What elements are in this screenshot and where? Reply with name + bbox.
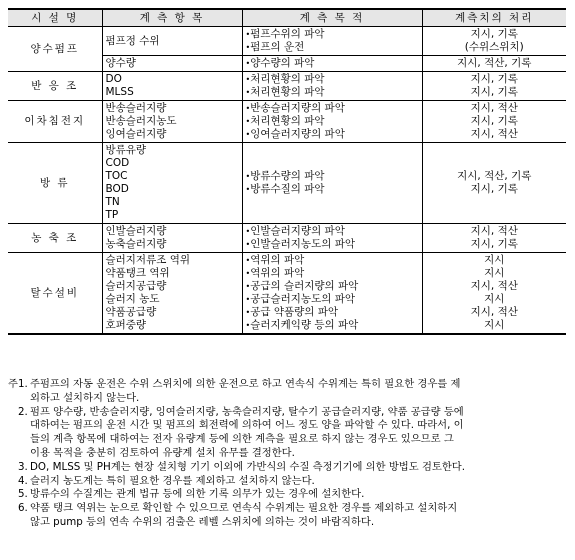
purpose-line: • 역위의 파악: [246, 254, 419, 267]
processing-cell: [422, 72, 566, 101]
purpose-line: • 펌프수위의 파악: [246, 28, 419, 41]
table-header-row: [8, 9, 566, 27]
item-cell: [102, 253, 242, 335]
purpose-cell: [242, 72, 422, 101]
note-item: [8, 475, 566, 489]
purpose-cell: [242, 101, 422, 143]
processing-line: 지시, 적산: [470, 306, 518, 318]
note-number: 5.: [18, 488, 28, 501]
item-line: 슬러지저류조 역위: [105, 254, 190, 266]
processing-line: 지시, 기록: [470, 28, 518, 40]
item-line: BOD: [105, 183, 129, 195]
processing-line: 지시: [484, 319, 505, 331]
facility-cell: 탈수설비: [8, 253, 102, 335]
facility-cell: 반 응 조: [8, 72, 102, 101]
purpose-line: • 반송슬러지량의 파악: [246, 102, 419, 115]
note-line: 펌프 양수량, 반송슬러지량, 잉여슬러지량, 농축슬러지량, 탈수기 공급슬러지량, 약품 공급량 등에: [30, 405, 464, 418]
table-row: [8, 27, 566, 56]
item-line: TOC: [105, 170, 128, 182]
purpose-cell: [242, 56, 422, 72]
processing-line: (수위스위치): [464, 41, 524, 53]
purpose-line: • 처리현황의 파악: [246, 73, 419, 86]
item-line: 약품탱크 역위: [105, 267, 170, 279]
processing-line: 지시: [484, 293, 505, 305]
item-cell: [102, 56, 242, 72]
item-cell: [102, 27, 242, 56]
purpose-cell: [242, 253, 422, 335]
processing-line: 지시, 적산: [470, 280, 518, 292]
table-row: [8, 253, 566, 335]
purpose-line: • 슬러지케익량 등의 파악: [246, 319, 419, 332]
purpose-line: • 공급슬러지농도의 파악: [246, 293, 419, 306]
purpose-line: • 역위의 파악: [246, 267, 419, 280]
note-number: 1.: [18, 378, 28, 390]
table-row: [8, 143, 566, 224]
item-line: COD: [105, 157, 130, 169]
facility-cell: 농 축 조: [8, 224, 102, 253]
processing-line: 지시, 기록: [470, 73, 518, 85]
note-line: 이용 목적을 충분히 검토하여 유량계 설치 유무를 결정한다.: [30, 446, 295, 459]
item-line: 약품공급량: [105, 306, 157, 318]
header-processing: 계측치의 처리: [422, 9, 566, 27]
item-line: 반송슬러지농도: [105, 115, 177, 127]
note-number: 6.: [18, 502, 28, 515]
item-line: 방류유량: [105, 144, 147, 156]
item-line: 반송슬러지량: [105, 102, 167, 114]
purpose-line: • 방류수질의 파악: [246, 183, 419, 196]
table-row: [8, 224, 566, 253]
item-line: TN: [105, 196, 120, 208]
purpose-line: • 양수량의 파악: [246, 57, 419, 70]
processing-cell: [422, 143, 566, 224]
processing-line: 지시, 기록: [470, 86, 518, 98]
note-line: 외하고 설치하지 않는다.: [30, 391, 140, 404]
processing-line: 지시, 적산, 기록: [457, 170, 532, 182]
item-line: 잉여슬러지량: [105, 128, 167, 140]
processing-cell: [422, 253, 566, 335]
item-line: 양수량: [105, 57, 136, 69]
processing-line: 지시, 기록: [470, 115, 518, 127]
item-line: DO: [105, 73, 122, 85]
purpose-line: • 인발슬러지량의 파악: [246, 225, 419, 238]
note-line: DO, MLSS 및 PH계는 현장 설치형 기기 이외에 가반식의 수질 측정기기에 의한 방법도 검토한다.: [30, 460, 466, 473]
item-line: 인발슬러지량: [105, 225, 167, 237]
note-line: 방류수의 수질계는 관계 법규 등에 의한 기록 의무가 있는 경우에 설치한다.: [30, 488, 365, 501]
item-line: MLSS: [105, 86, 134, 98]
item-line: TP: [105, 209, 119, 221]
processing-line: 지시, 적산, 기록: [457, 57, 532, 69]
item-line: 슬러지공급량: [105, 280, 167, 292]
item-line: 펌프정 수위: [105, 34, 160, 47]
processing-line: 지시, 적산: [470, 128, 518, 140]
purpose-line: • 처리현황의 파악: [246, 115, 419, 128]
purpose-line: • 펌프의 운전: [246, 41, 419, 54]
processing-cell: [422, 101, 566, 143]
header-item: 계 측 항 목: [102, 9, 242, 27]
note-line: 들의 계측 항목에 대하여는 전자 유량계 등에 의한 계측을 필요로 하지 않는 경우도 있으므로 그: [30, 433, 454, 446]
purpose-cell: [242, 143, 422, 224]
processing-line: 지시: [484, 254, 505, 266]
notes-section: [8, 378, 566, 530]
header-purpose: 계 측 목 적: [242, 9, 422, 27]
facility-cell: 이차침전지: [8, 101, 102, 143]
item-cell: [102, 224, 242, 253]
processing-line: 지시, 적산: [470, 102, 518, 114]
note-line: 않고 pump 등의 연속 수위의 검출은 레벨 스위치에 의하는 것이 바람직하다.: [30, 515, 375, 528]
purpose-line: • 공급 약품량의 파악: [246, 306, 419, 319]
item-line: 농축슬러지량: [105, 238, 167, 250]
processing-line: 지시: [484, 267, 505, 279]
note-prefix: 주: [8, 378, 18, 390]
processing-cell: [422, 27, 566, 56]
purpose-cell: [242, 224, 422, 253]
purpose-line: • 공급의 슬러지량의 파악: [246, 280, 419, 293]
purpose-line: • 방류수량의 파악: [246, 170, 419, 183]
item-line: 호퍼중량: [105, 319, 147, 331]
purpose-line: • 처리현황의 파악: [246, 86, 419, 99]
table-row: [8, 101, 566, 143]
processing-line: 지시, 기록: [470, 238, 518, 250]
purpose-cell: [242, 27, 422, 56]
note-item: [8, 378, 566, 406]
purpose-line: • 잉여슬러지량의 파악: [246, 128, 419, 141]
processing-line: 지시, 기록: [470, 183, 518, 195]
item-cell: [102, 101, 242, 143]
note-number: 4.: [18, 474, 28, 487]
item-line: 슬러지 농도: [105, 293, 160, 305]
note-line: 대하여는 펌프의 운전 시간 및 펌프의 회전력에 의하여 어느 정도 양을 파악할 수 있다. 따라서, 이: [30, 419, 464, 432]
processing-line: 지시, 적산: [470, 225, 518, 237]
facility-cell: 방 류: [8, 143, 102, 224]
table-row: [8, 72, 566, 101]
note-item: [8, 406, 566, 461]
item-cell: [102, 72, 242, 101]
item-cell: [102, 143, 242, 224]
processing-cell: [422, 56, 566, 72]
note-number: 2.: [18, 405, 28, 418]
purpose-line: • 인발슬러지농도의 파악: [246, 238, 419, 251]
note-line: 슬러지 농도계는 특히 필요한 경우를 제외하고 설치하지 않는다.: [30, 474, 315, 487]
processing-cell: [422, 224, 566, 253]
measurement-table: [8, 8, 566, 335]
note-number: 3.: [18, 460, 28, 473]
facility-cell: 양수펌프: [8, 27, 102, 72]
note-line: 약품 탱크 역위는 눈으로 확인할 수 있으므로 연속식 수위계는 필요한 경우를 제외하고 설치하지: [30, 502, 458, 515]
note-item: [8, 461, 566, 475]
note-item: [8, 488, 566, 502]
note-line: 주펌프의 자동 운전은 수위 스위치에 의한 운전으로 하고 연속식 수위계는 특히 필요한 경우를 제: [30, 378, 461, 390]
header-facility: 시 설 명: [8, 9, 102, 27]
note-item: [8, 502, 566, 530]
table-body: [8, 27, 566, 335]
